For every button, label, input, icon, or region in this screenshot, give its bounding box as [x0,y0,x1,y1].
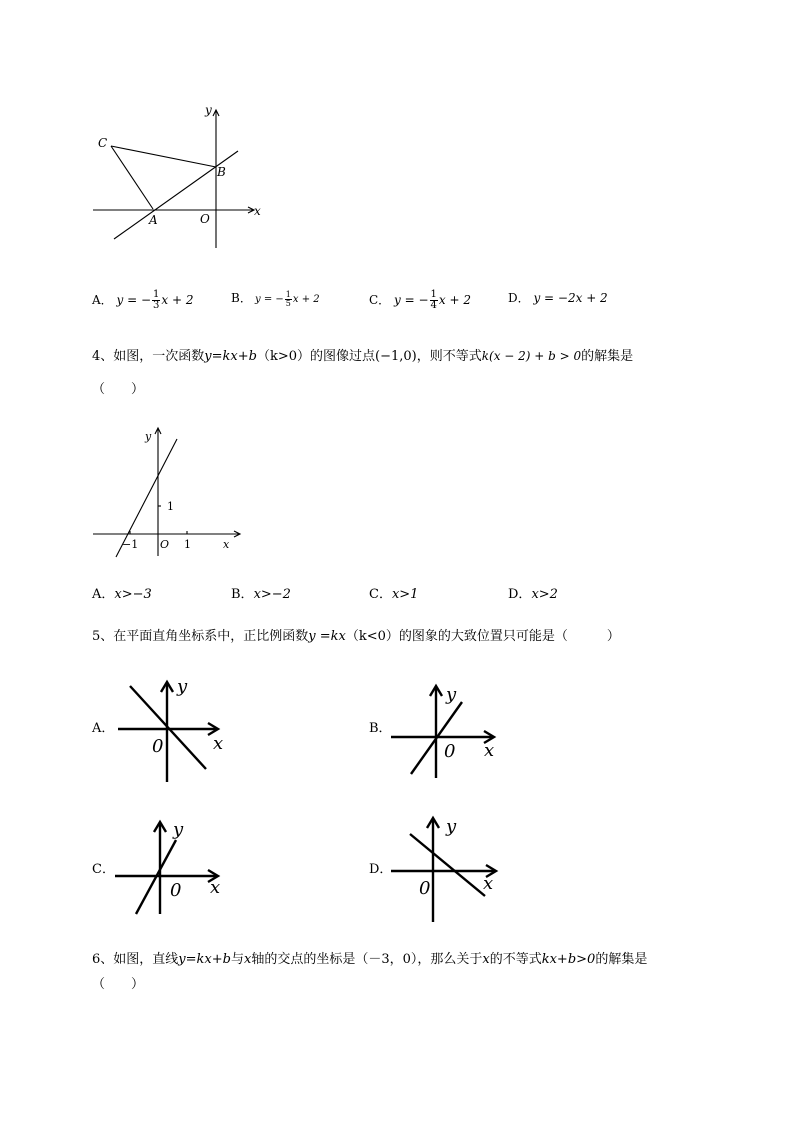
label-y: y [177,676,188,697]
q5-option-d-label: D． [369,862,393,877]
q4-option-d[interactable]: D．x>2 [508,587,558,602]
question-6: 6、如图，直线y=kx+b与x轴的交点的坐标是（－3，0），那么关于x的不等式kx+b>0的解集是 [92,952,648,967]
label-y-1: 1 [167,500,174,513]
label-o: O [160,538,170,551]
q5-option-a-label: A． [92,721,115,736]
label-origin: 0 [444,741,456,762]
q5-option-d-graph[interactable] [388,812,506,924]
question-5: 5、在平面直角坐标系中，正比例函数y =kx（k<0）的图象的大致位置只可能是（ ） [92,629,620,644]
q3-option-c[interactable]: C． y = − $\frac{1}{4}$ x + 2 [369,289,472,311]
q5-option-c-graph[interactable] [112,814,232,916]
label-y: y [173,819,184,840]
question-4: 4、如图，一次函数y=kx+b（k>0）的图像过点(−1,0)，则不等式k(x − 2) + b > 0的解集是 [92,349,634,364]
segment-ca [111,146,153,209]
question-4-answer-paren: （ ） [92,382,145,397]
label-y: y [145,430,152,443]
label-x: x [484,740,495,761]
q5-option-b-label: B． [369,721,392,736]
label-x: x [483,873,494,894]
label-a: A [149,213,158,227]
q4-option-a[interactable]: A．x>−3 [92,587,152,602]
q3-option-a[interactable]: A． y = − $\frac{1}{3}$ x + 2 [92,289,194,311]
q3-option-d[interactable]: D． y = −2x + 2 [508,291,608,305]
label-y: y [205,103,212,117]
label-origin: 0 [170,880,182,901]
label-x: x [254,204,261,218]
label-origin: 0 [419,878,431,899]
q4-option-c[interactable]: C．x>1 [369,587,419,602]
label-x-1: 1 [184,538,191,551]
q5-option-c-label: C． [92,862,115,877]
q4-figure [90,424,250,559]
label-x: x [223,538,230,551]
q3-option-b[interactable]: B． y = − $\frac{1}{5}$ x + 2 [231,290,320,308]
q5-option-a-graph[interactable] [112,672,240,784]
label-y: y [446,816,457,837]
label-origin: 0 [152,736,164,757]
label-x-neg1: −1 [122,538,139,551]
q5-option-b-graph[interactable] [388,680,506,780]
label-o: O [200,212,210,226]
question-6-answer-paren: （ ） [92,977,145,992]
segment-cb [111,146,216,167]
q3-figure [88,98,268,258]
label-b: B [217,165,226,179]
label-x: x [213,733,224,754]
label-x: x [210,877,221,898]
q4-option-b[interactable]: B．x>−2 [231,587,291,602]
label-y: y [446,684,457,705]
label-c: C [98,136,108,150]
